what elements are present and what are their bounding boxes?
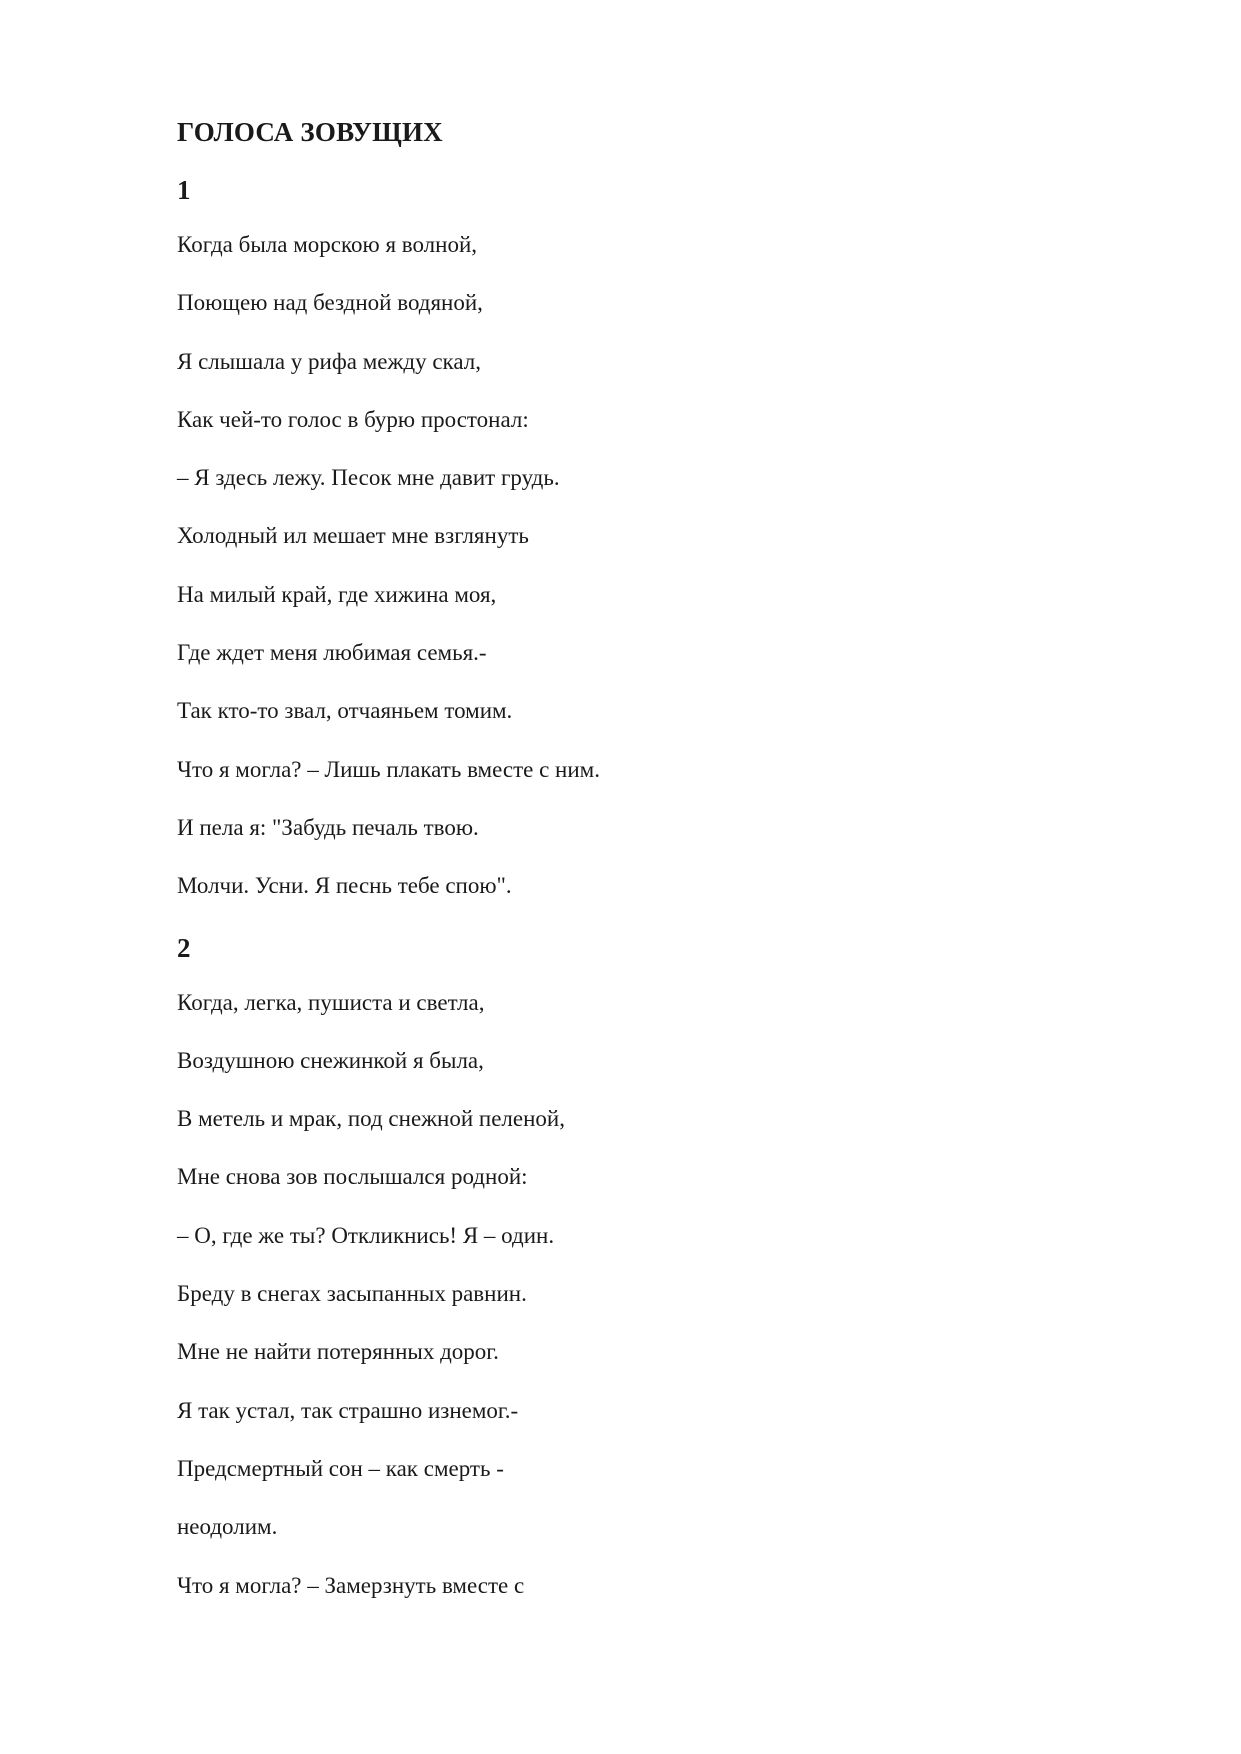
poem-line: неодолим. [177, 1514, 278, 1540]
poem-line: – Я здесь лежу. Песок мне давит грудь. [177, 465, 560, 491]
poem-line: Так кто-то звал, отчаяньем томим. [177, 698, 513, 724]
stanza [177, 230, 1077, 901]
poem-line: Предсмертный сон – как смерть - [177, 1455, 504, 1481]
poem-line: Воздушною снежинкой я была, [177, 1047, 484, 1073]
poem-line: Когда, легка, пушиста и светла, [177, 989, 485, 1015]
poem-line: – О, где же ты? Откликнись! Я – один. [177, 1222, 555, 1248]
section-number: 1 [177, 175, 191, 205]
poem-line: На милый край, где хижина моя, [177, 581, 497, 607]
poem-line: Бреду в снегах засыпанных равнин. [177, 1281, 527, 1307]
poem-line: Мне не найти потерянных дорог. [177, 1339, 499, 1365]
poem-line: Когда была морскою я волной, [177, 232, 478, 257]
page-title: ГОЛОСА ЗОВУЩИХ [177, 117, 443, 147]
poem-line: Я так устал, так страшно изнемог.- [177, 1397, 519, 1423]
section-number: 2 [177, 932, 191, 963]
poem-line: Поющею над бездной водяной, [177, 290, 483, 316]
poem-line: В метель и мрак, под снежной пеленой, [177, 1106, 565, 1132]
poem-line: Что я могла? – Лишь плакать вместе с ним. [177, 756, 600, 782]
stanza [177, 988, 1077, 1601]
poem-body [177, 114, 1077, 1629]
poem-line: Я слышала у рифа между скал, [177, 348, 481, 374]
poem-line: Мне снова зов послышался родной: [177, 1164, 528, 1190]
poem-line: Что я могла? – Замерзнуть вместе с [177, 1572, 525, 1598]
poem-line: И пела я: "Забудь печаль твою. [177, 814, 479, 840]
poem-line: Где ждет меня любимая семья.- [177, 640, 487, 666]
poem-line: Как чей-то голос в бурю простонал: [177, 406, 529, 432]
poem-line: Холодный ил мешает мне взглянуть [177, 523, 529, 549]
poem-line: Молчи. Усни. Я песнь тебе спою". [177, 873, 512, 899]
